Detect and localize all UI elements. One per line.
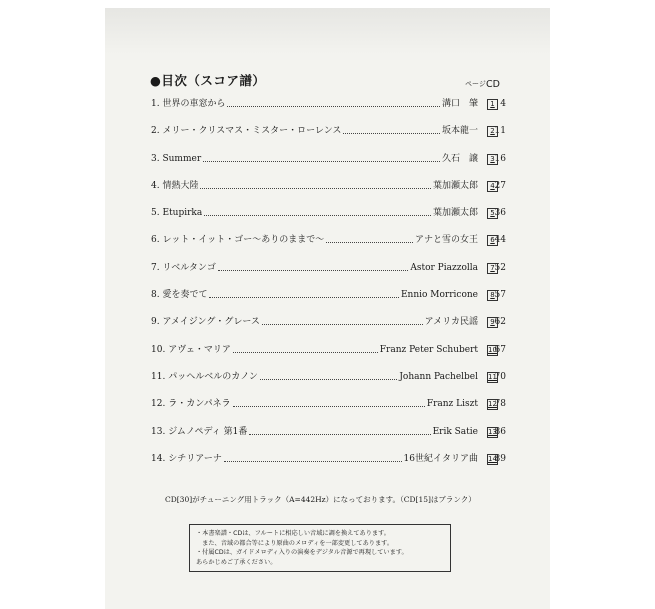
toc-composer: Ennio Morricone	[400, 290, 478, 301]
toc-page: 62	[494, 317, 506, 328]
toc-number: 12.	[151, 399, 166, 410]
leader-dots	[326, 234, 413, 243]
leader-dots	[343, 125, 440, 134]
toc-row	[151, 98, 506, 125]
toc-title: 愛を奏でて	[162, 290, 208, 301]
toc-title: 世界の車窓から	[162, 99, 226, 109]
leader-dots	[203, 153, 440, 162]
toc-number: 6.	[151, 235, 160, 246]
toc-row	[151, 153, 506, 180]
toc-row	[151, 289, 506, 316]
bleed-through-shadow	[105, 8, 550, 54]
toc-page: 70	[494, 371, 506, 382]
page-column-header: ページ	[465, 80, 486, 88]
toc-title: 情熱大陸	[162, 180, 199, 191]
cd-track: 4	[487, 181, 498, 192]
toc-row	[151, 453, 506, 480]
leader-dots	[209, 289, 398, 298]
toc-number: 14.	[151, 453, 166, 464]
toc-title: リベルタンゴ	[162, 262, 216, 273]
toc-number: 11.	[151, 371, 166, 382]
toc-row	[151, 426, 506, 453]
leader-dots	[233, 344, 378, 353]
cd-track: 12	[488, 400, 497, 409]
toc-page: 4	[500, 99, 506, 109]
leader-dots	[249, 426, 430, 435]
toc-page: 57	[494, 290, 506, 301]
toc-row	[151, 398, 506, 425]
toc-row	[151, 234, 506, 261]
toc-number: 10.	[151, 344, 166, 355]
toc-page: 16	[494, 153, 506, 164]
toc-title: Summer	[162, 153, 202, 164]
toc-number: 9.	[151, 317, 160, 328]
toc-title: パッヘルベルのカノン	[168, 371, 258, 382]
cd-track: 13	[488, 427, 497, 436]
toc-number: 5.	[151, 208, 160, 219]
cd-track: 14	[488, 454, 497, 463]
leader-dots	[262, 316, 423, 325]
toc-composer: 葉加瀬太郎	[432, 180, 478, 191]
toc-composer: 溝口 肇	[441, 99, 478, 109]
toc-title: シチリアーナ	[168, 453, 222, 464]
toc-number: 1.	[151, 99, 160, 109]
toc-title: Etupirka	[162, 208, 203, 219]
toc-number: 7.	[151, 262, 160, 273]
cd-track: 10	[488, 345, 497, 354]
cd-track: 11	[488, 372, 497, 381]
toc-title: ジムノペディ 第1番	[168, 426, 248, 437]
cd-track: 7	[487, 263, 498, 274]
toc-row	[151, 125, 506, 152]
toc-page: 11	[494, 126, 506, 137]
leader-dots	[224, 453, 402, 462]
toc-page: 44	[494, 235, 506, 246]
toc-title: レット・イット・ゴー～ありのままで～	[162, 235, 325, 246]
toc-composer: Astor Piazzolla	[410, 262, 478, 273]
toc-row	[151, 371, 506, 398]
toc-composer: アナと雪の女王	[414, 235, 478, 246]
notice-line: また、音域の都合等により原曲のメロディを一部変更してあります。	[196, 539, 394, 547]
toc-page: 52	[494, 262, 506, 273]
toc-title: メリー・クリスマス・ミスター・ローレンス	[162, 126, 342, 137]
toc-composer: Franz Peter Schubert	[379, 344, 478, 355]
cd-track: 5	[487, 208, 498, 219]
table-of-contents	[151, 98, 506, 480]
leader-dots	[233, 398, 425, 407]
toc-title: アメイジング・グレース	[162, 317, 260, 328]
toc-composer: 坂本龍一	[441, 126, 478, 137]
toc-composer: Erik Satie	[432, 426, 478, 437]
toc-page: 86	[494, 426, 506, 437]
toc-number: 3.	[151, 153, 160, 164]
toc-number: 2.	[151, 126, 160, 137]
toc-number: 8.	[151, 290, 160, 301]
toc-row	[151, 316, 506, 343]
toc-page: 67	[494, 344, 506, 355]
tuning-track-note: CD[30]がチューニング用トラック（A=442Hz）になっております。（CD[15]はブランク）	[165, 495, 476, 504]
score-page	[105, 8, 550, 609]
toc-page: 36	[494, 208, 506, 219]
notice-line: ・本書楽譜・CDは、フルートに相応しい音域に調を換えてあります。	[196, 530, 390, 537]
toc-row	[151, 344, 506, 371]
toc-title: アヴェ・マリア	[168, 344, 231, 355]
cd-track: 3	[487, 154, 498, 165]
cd-track: 9	[487, 317, 498, 328]
toc-composer: 16世紀イタリア曲	[403, 453, 478, 464]
toc-title: ラ・カンパネラ	[168, 399, 231, 410]
cd-track: 8	[487, 290, 498, 301]
toc-composer: Johann Pachelbel	[399, 371, 478, 382]
toc-row	[151, 207, 506, 234]
toc-page: 78	[494, 399, 506, 410]
toc-composer: Franz Liszt	[426, 399, 478, 410]
notice-box	[189, 524, 451, 572]
notice-line: ・付属CDは、ガイドメロディ入りの演奏をデジタル音源で再現しています。	[196, 549, 408, 556]
leader-dots	[200, 180, 431, 189]
notice-line: あらかじめご了承ください。	[196, 558, 277, 566]
toc-number: 13.	[151, 426, 166, 437]
toc-row	[151, 180, 506, 207]
page-title: ●目次（スコア譜）	[150, 73, 266, 88]
leader-dots	[260, 371, 397, 380]
leader-dots	[218, 262, 408, 271]
toc-composer: 葉加瀬太郎	[432, 208, 478, 219]
toc-page: 89	[494, 453, 506, 464]
toc-page: 27	[494, 180, 506, 191]
toc-number: 4.	[151, 180, 160, 191]
cd-track: 2	[487, 126, 498, 137]
leader-dots	[204, 207, 431, 216]
toc-composer: 久石 譲	[441, 153, 478, 164]
toc-row	[151, 262, 506, 289]
cd-track: 6	[487, 235, 498, 246]
cd-track: 1	[487, 99, 498, 110]
leader-dots	[227, 98, 440, 107]
toc-composer: アメリカ民謡	[424, 317, 478, 328]
cd-column-header: CD	[486, 79, 500, 90]
